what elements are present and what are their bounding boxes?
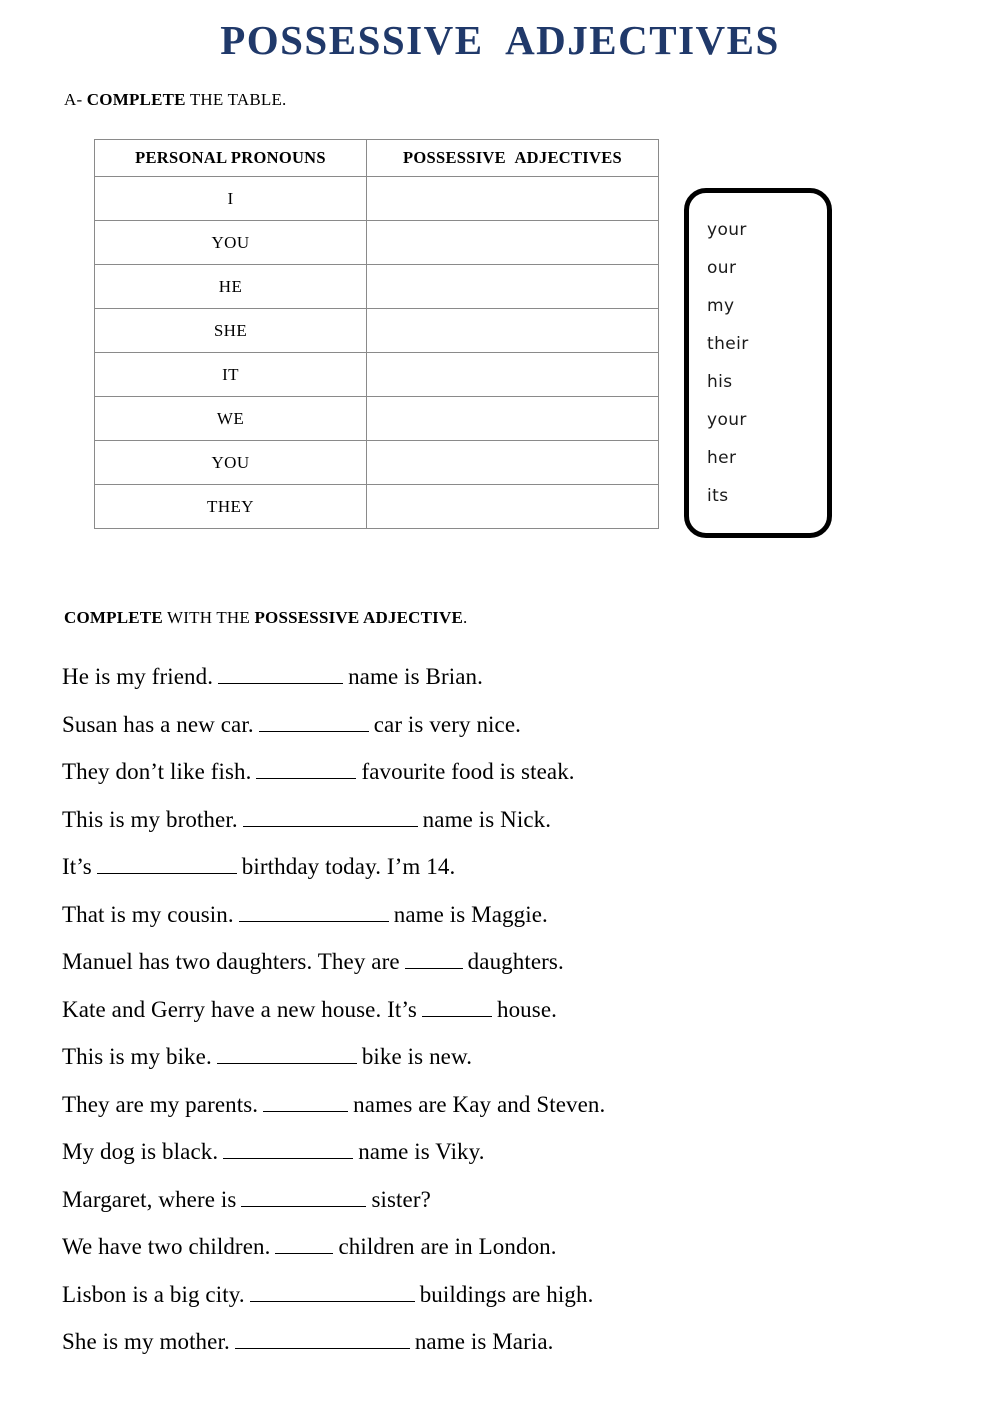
sentence-before: He is my friend. — [62, 664, 214, 689]
sentence-after: name is Nick. — [422, 806, 552, 832]
sentence-before: Kate and Gerry have a new house. It’s — [62, 996, 417, 1022]
pronoun-cell: SHE — [95, 309, 367, 353]
word-bank-item: your — [707, 410, 747, 430]
word-bank-item: her — [707, 448, 737, 468]
word-bank-item: our — [707, 258, 737, 278]
answer-blank[interactable] — [256, 756, 356, 779]
instruction-b-bold1: COMPLETE — [64, 608, 163, 627]
table-row — [95, 485, 659, 529]
sentence-before: Manuel has two daughters. They are — [62, 949, 400, 974]
sentence-after: name is Brian. — [348, 664, 483, 689]
instruction-a-bold: COMPLETE — [86, 90, 186, 109]
exercise-item — [62, 1271, 922, 1319]
word-bank-item: their — [707, 334, 749, 354]
answer-blank[interactable] — [405, 946, 463, 969]
sentence-after: daughters. — [467, 949, 564, 974]
column-header-personal-pronouns: PERSONAL PRONOUNS — [95, 140, 367, 177]
table-row — [95, 265, 659, 309]
table-row — [95, 177, 659, 221]
sentence-before: It’s — [62, 854, 92, 879]
column-header-possessive-adjectives: POSSESSIVE ADJECTIVES — [367, 140, 659, 177]
answer-blank[interactable] — [235, 1326, 410, 1349]
exercise-item — [62, 701, 922, 749]
exercise-item — [62, 748, 922, 796]
answer-blank[interactable] — [218, 661, 343, 684]
instruction-b-suffix: . — [463, 608, 468, 627]
sentence-after: name is Maggie. — [393, 901, 548, 927]
exercise-item — [62, 843, 922, 891]
sentence-after: name is Viky. — [358, 1139, 485, 1164]
table-row — [95, 441, 659, 485]
sentence-before: We have two children. — [62, 1234, 271, 1259]
exercise-item — [62, 1081, 922, 1129]
exercise-item — [62, 938, 922, 986]
instruction-b-middle: WITH THE — [162, 608, 255, 627]
pronoun-cell: YOU — [95, 221, 367, 265]
sentence-before: My dog is black. — [62, 1139, 219, 1164]
sentence-before: That is my cousin. — [62, 901, 234, 927]
sentence-before: This is my bike. — [62, 1044, 212, 1069]
table-row — [95, 397, 659, 441]
exercise-item — [62, 1176, 922, 1224]
instruction-b-bold2: POSSESSIVE ADJECTIVE — [254, 608, 464, 627]
answer-blank[interactable] — [97, 851, 237, 874]
table-body — [95, 177, 659, 529]
pronoun-cell: THEY — [95, 485, 367, 529]
exercise-item — [62, 986, 922, 1034]
sentence-after: buildings are high. — [419, 1281, 594, 1307]
answer-blank[interactable] — [243, 804, 418, 827]
sentence-before: Lisbon is a big city. — [62, 1281, 245, 1307]
adjective-answer-cell[interactable] — [367, 353, 659, 397]
sentence-after: house. — [496, 996, 557, 1022]
adjective-answer-cell[interactable] — [367, 309, 659, 353]
answer-blank[interactable] — [223, 1136, 353, 1159]
adjective-answer-cell[interactable] — [367, 397, 659, 441]
sentence-before: Margaret, where is — [62, 1186, 237, 1212]
exercise-item — [62, 796, 922, 844]
answer-blank[interactable] — [259, 709, 369, 732]
instruction-a-suffix: THE TABLE. — [185, 90, 287, 109]
pronoun-cell: YOU — [95, 441, 367, 485]
word-bank-item: his — [707, 372, 733, 392]
pronoun-cell: I — [95, 177, 367, 221]
sentence-before: She is my mother. — [62, 1329, 230, 1354]
sentence-after: names are Kay and Steven. — [353, 1091, 606, 1117]
exercise-item — [62, 891, 922, 939]
adjective-answer-cell[interactable] — [367, 441, 659, 485]
page-title: POSSESSIVE ADJECTIVES — [220, 17, 780, 63]
adjective-answer-cell[interactable] — [367, 177, 659, 221]
sentence-after: birthday today. I’m 14. — [241, 854, 456, 879]
word-bank-item: its — [707, 486, 729, 506]
adjective-answer-cell[interactable] — [367, 265, 659, 309]
table-row — [95, 221, 659, 265]
answer-blank[interactable] — [422, 994, 492, 1017]
sentence-after: car is very nice. — [373, 711, 521, 737]
sentence-before: They are my parents. — [62, 1091, 259, 1117]
instruction-a — [64, 90, 286, 110]
pronoun-cell: HE — [95, 265, 367, 309]
answer-blank[interactable] — [263, 1089, 348, 1112]
pronoun-cell: WE — [95, 397, 367, 441]
answer-blank[interactable] — [241, 1184, 366, 1207]
sentence-before: This is my brother. — [62, 806, 238, 832]
adjective-answer-cell[interactable] — [367, 221, 659, 265]
adjective-answer-cell[interactable] — [367, 485, 659, 529]
sentence-before: They don’t like fish. — [62, 759, 252, 784]
pronoun-cell: IT — [95, 353, 367, 397]
table-header-row — [95, 140, 659, 177]
sentence-after: name is Maria. — [414, 1329, 554, 1354]
instruction-b — [64, 608, 467, 628]
word-bank-item: your — [707, 220, 747, 240]
sentence-after: favourite food is steak. — [361, 759, 575, 784]
answer-blank[interactable] — [275, 1231, 333, 1254]
word-bank-item: my — [707, 296, 735, 316]
instruction-a-prefix: A- — [64, 90, 87, 109]
pronouns-table — [94, 139, 659, 529]
table-row — [95, 309, 659, 353]
word-bank-box — [684, 188, 832, 538]
exercise-item — [62, 1318, 922, 1366]
answer-blank[interactable] — [217, 1041, 357, 1064]
exercise-item — [62, 1223, 922, 1271]
table-row — [95, 353, 659, 397]
answer-blank[interactable] — [239, 899, 389, 922]
sentence-before: Susan has a new car. — [62, 711, 254, 737]
sentence-after: bike is new. — [361, 1044, 473, 1069]
exercise-item — [62, 1128, 922, 1176]
answer-blank[interactable] — [250, 1279, 415, 1302]
exercise-item — [62, 653, 922, 701]
sentence-after: children are in London. — [338, 1234, 557, 1259]
exercise-sentences — [62, 653, 922, 1366]
exercise-item — [62, 1033, 922, 1081]
sentence-after: sister? — [371, 1186, 431, 1212]
